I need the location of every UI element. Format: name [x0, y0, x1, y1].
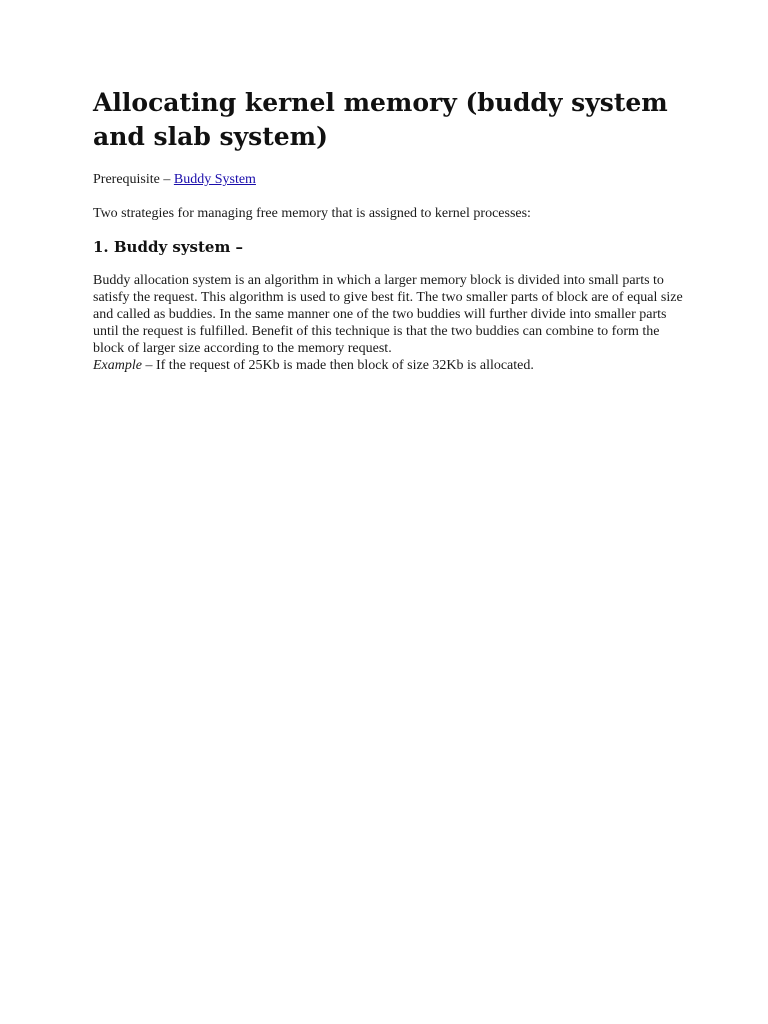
- intro-text: Two strategies for managing free memory that is assigned to kernel processes:: [93, 206, 531, 221]
- example-text: – If the request of 25Kb is made then block of size 32Kb is allocated.: [141, 358, 534, 373]
- document-page: [93, 86, 693, 374]
- buddy-system-link[interactable]: Buddy System: [173, 172, 256, 187]
- section-heading-buddy-system: 1. Buddy system –: [93, 238, 244, 256]
- prerequisite-line: [93, 170, 693, 190]
- prerequisite-label: Prerequisite –: [93, 172, 174, 187]
- example-line: [93, 357, 693, 374]
- example-label: Example: [93, 358, 142, 373]
- page-title: Allocating kernel memory (buddy system and slab system): [93, 88, 668, 151]
- buddy-system-paragraph: Buddy allocation system is an algorithm in which a larger memory block is divided into small parts to satisfy the request. This algorithm is used to give best fit. The two smaller parts of block are of equal size and called as buddies. In the same manner one of the two buddies will further divide into smaller parts until the request is fulfilled. Benefit of this technique is that the two buddies can combine to form the block of larger size according to the memory request.: [93, 273, 683, 356]
